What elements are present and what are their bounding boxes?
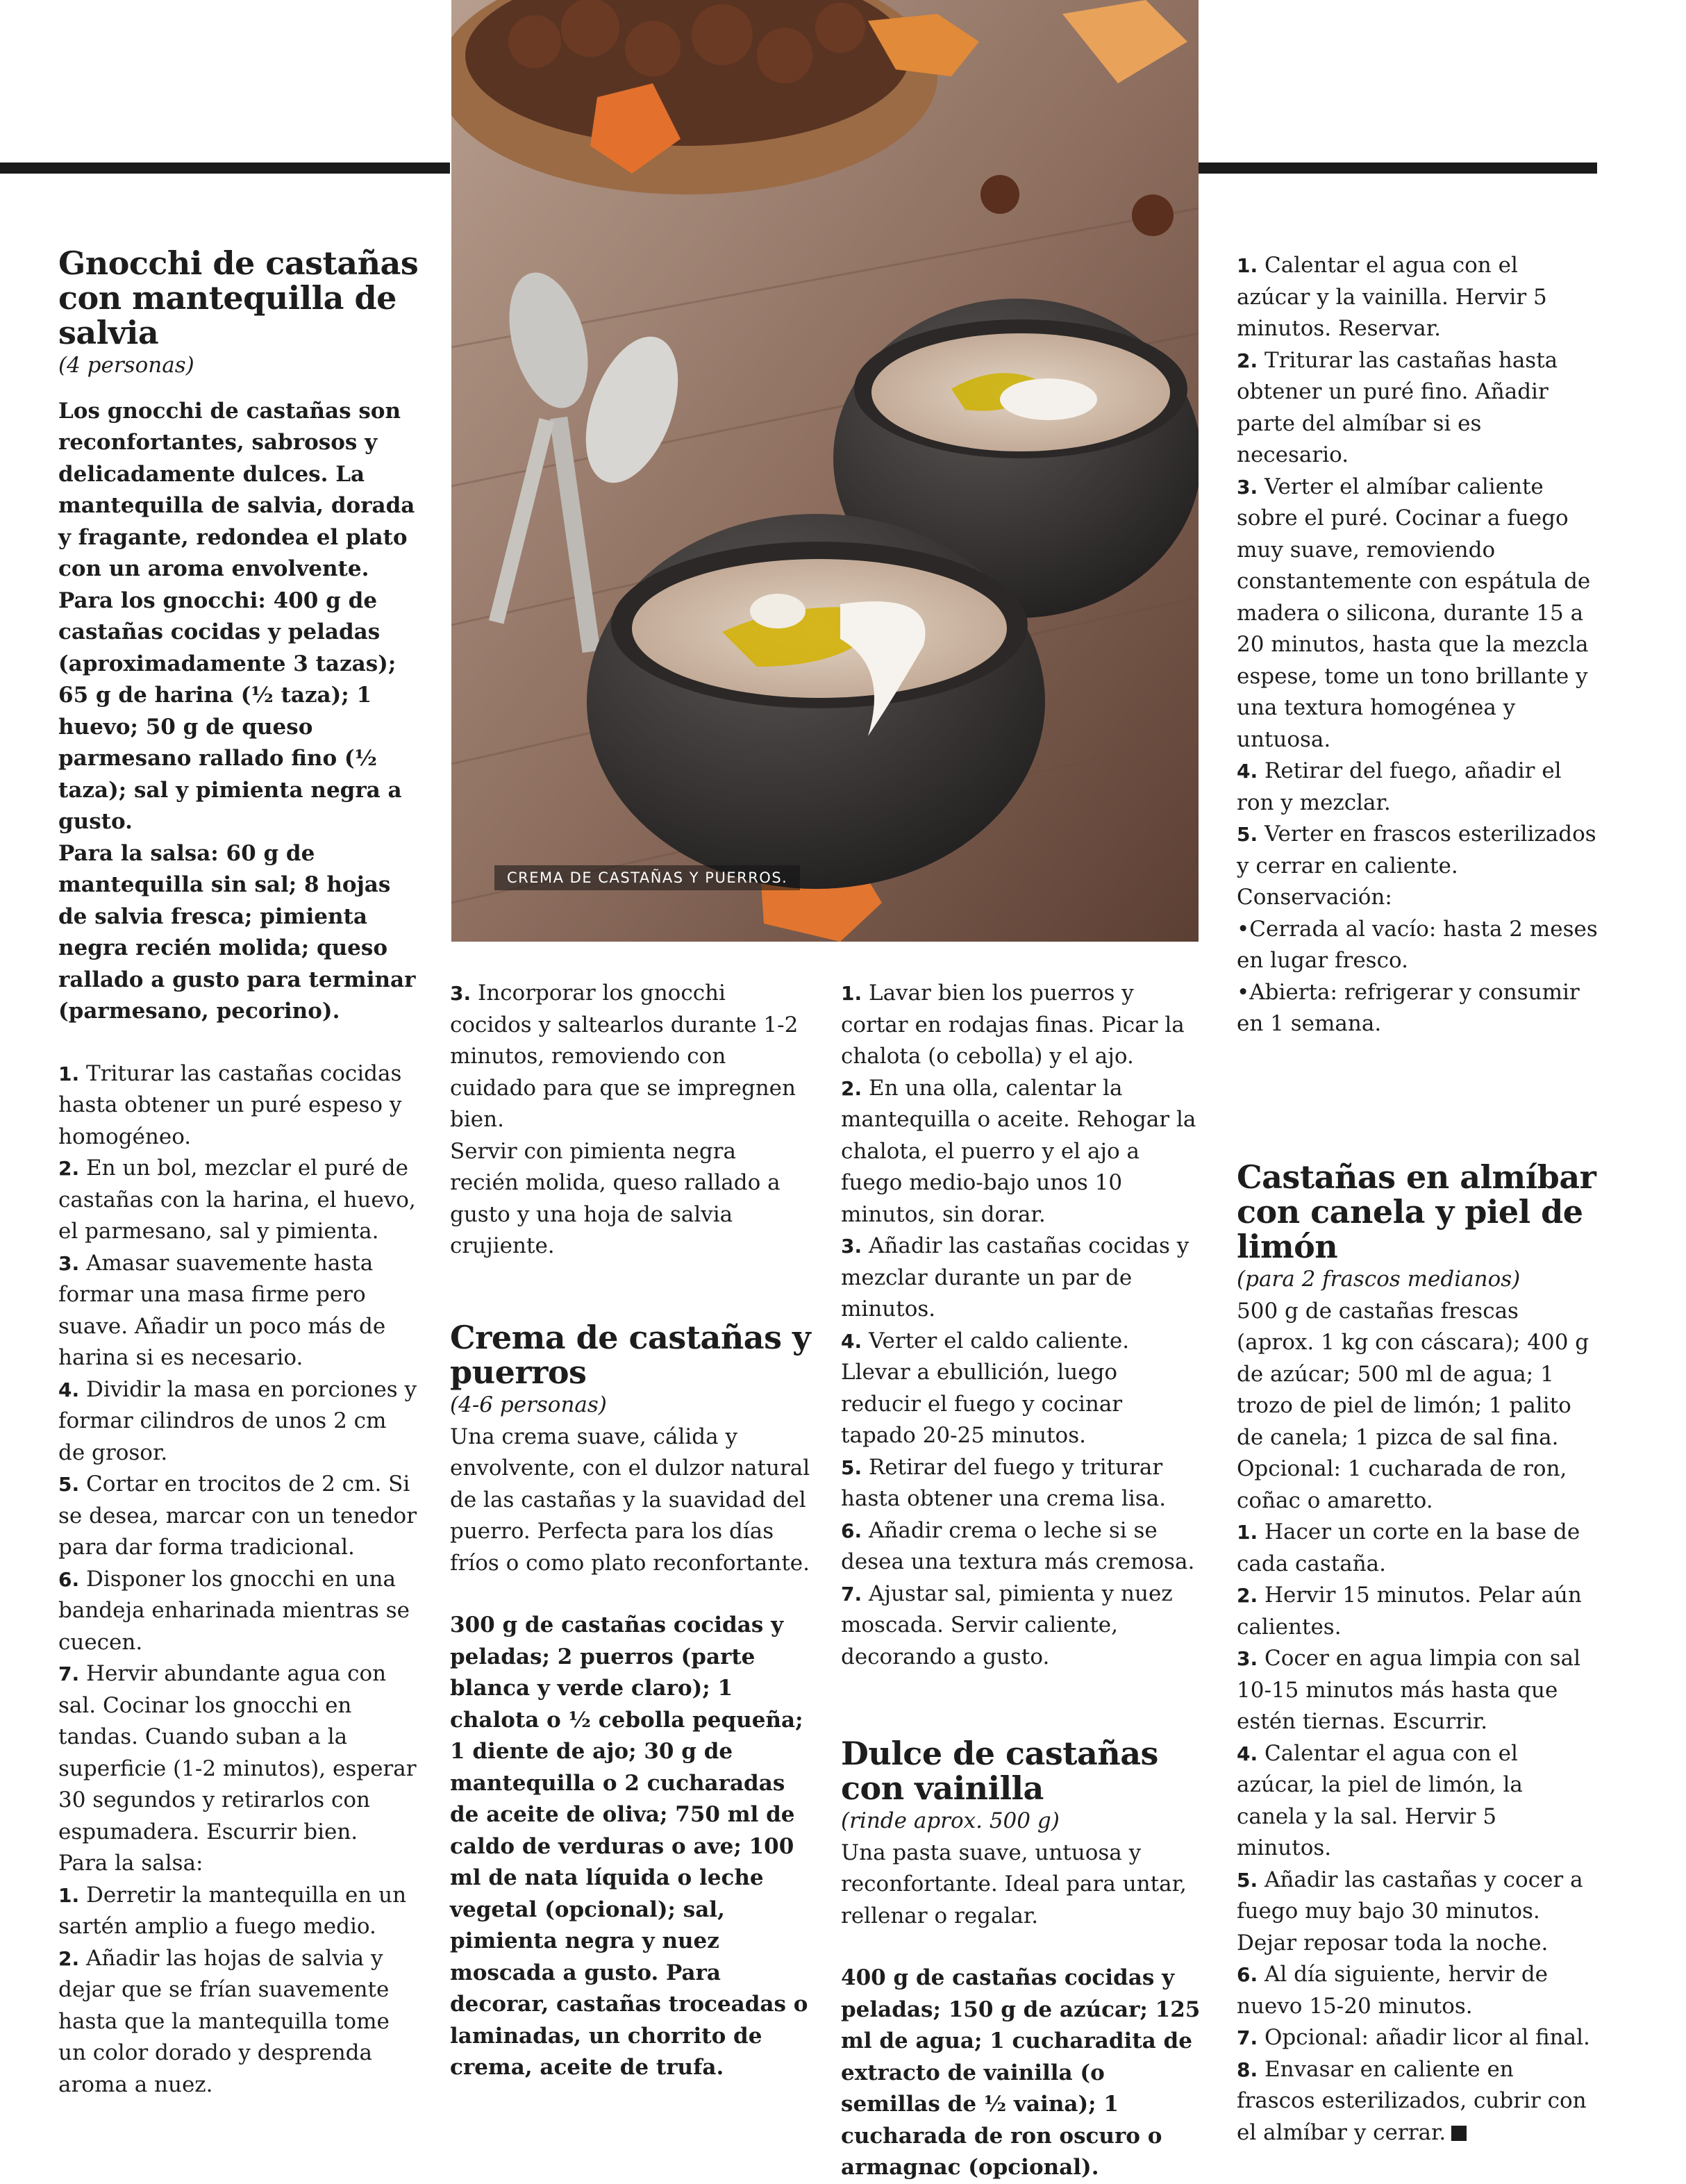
gnocchi-ingredients: Para los gnocchi: 400 g de castañas cocidas y peladas (aproximadamente 3 tazas); 65 g de harina (½ taza); 1 huevo; 50 g de queso parmesano rallado fino (½ taza); sal y pimienta negra a gusto. [58, 587, 402, 834]
crema-step: 2. En una olla, calentar la mantequilla o aceite. Rehogar la chalota, el puerro y el ajo a fuego medio-bajo unos 10 minutos, sin dorar. [841, 1075, 1196, 1227]
crema-step: 6. Añadir crema o leche si se desea una textura más cremosa. [841, 1517, 1195, 1574]
almibar-title: Castañas en almíbar con canela y piel de limón [1237, 1158, 1596, 1265]
crema-intro: Una crema suave, cálida y envolvente, con el dulzor natural de las castañas y la suavidad del puerro. Perfecta para los días fríos o como plato reconfortante. [450, 1424, 810, 1576]
crema-ingredients: 300 g de castañas cocidas y peladas; 2 puerros (parte blanca y verde claro); 1 chalota o ½ cebolla pequeña; 1 diente de ajo; 30 g de mantequilla o 2 cucharadas de aceite de oliva; 750 ml de caldo de verduras o ave; 100 ml de nata líquida o leche vegetal (opcional); sal, pimienta negra y nuez moscada a gusto. Para decorar, castañas troceadas o laminadas, un chorrito de crema, aceite de trufa. [450, 1612, 808, 2080]
gnocchi-intro: Los gnocchi de castañas son reconfortantes, sabrosos y delicadamente dulces. La mantequilla de salvia, dorada y fragante, redondea el plato con un aroma envolvente. [58, 398, 415, 581]
gnocchi-step: 6. Disponer los gnocchi en una bandeja enharinada mientras se cuecen. [58, 1566, 410, 1655]
almibar-serves: (para 2 frascos medianos) [1237, 1267, 1521, 1292]
gnocchi-column [58, 246, 419, 2101]
crema-step: 4. Verter el caldo caliente. Llevar a ebullición, luego reducir el fuego y cocinar tapado 20-25 minutos. [841, 1328, 1130, 1448]
gnocchi-step: 5. Cortar en trocitos de 2 cm. Si se desea, marcar con un tenedor para dar forma tradicional. [58, 1472, 417, 1560]
dulce-column [841, 1736, 1202, 2184]
dulce-steps [1237, 250, 1598, 1040]
dulce-serves: (rinde aprox. 500 g) [841, 1808, 1060, 1833]
almibar-step: 2. Hervir 15 minutos. Pelar aún calientes. [1237, 1583, 1582, 1640]
almibar-step: 7. Opcional: añadir licor al final. [1237, 2025, 1590, 2050]
gnocchi-continuation [450, 978, 811, 1262]
gnocchi-step: 1. Triturar las castañas cocidas hasta obtener un puré espeso y homogéneo. [58, 1060, 402, 1149]
dulce-step: 4. Retirar del fuego, añadir el ron y mezclar. [1237, 758, 1562, 815]
crema-steps [841, 978, 1202, 1673]
gnocchi-serve: Servir con pimienta negra recién molida, queso rallado a gusto y una hoja de salvia crujiente. [450, 1138, 781, 1258]
gnocchi-sauce-step: 2. Añadir las hojas de salvia y dejar que se frían suavemente hasta que la mantequilla tome un color dorado y desprenda aroma a nuez. [58, 1945, 390, 2097]
dulce-step: 3. Verter el almíbar caliente sobre el puré. Cocinar a fuego muy suave, removiendo constantemente con espátula de madera o silicona, durante 15 a 20 minutos, hasta que la mezcla espese, tome un tono brillante y una textura homogénea y untuosa. [1237, 474, 1591, 752]
soup-photo [451, 0, 1199, 942]
gnocchi-sauce-step: 3. Incorporar los gnocchi cocidos y saltearlos durante 1-2 minutos, removiendo con cuidado para que se impregnen bien. [450, 981, 799, 1132]
gnocchi-title: Gnocchi de castañas con mantequilla de salvia [58, 244, 419, 351]
end-mark [1451, 2126, 1467, 2141]
top-rule-right [1199, 162, 1597, 174]
dulce-step: 1. Calentar el agua con el azúcar y la vainilla. Hervir 5 minutos. Reservar. [1237, 253, 1547, 341]
gnocchi-step: 2. En un bol, mezclar el puré de castañas con la harina, el huevo, el parmesano, sal y pimienta. [58, 1156, 416, 1244]
almibar-step: 3. Cocer en agua limpia con sal 10-15 minutos más hasta que estén tiernas. Escurrir. [1237, 1646, 1581, 1734]
almibar-ingredients: 500 g de castañas frescas (aprox. 1 kg con cáscara); 400 g de azúcar; 500 ml de agua; 1 trozo de piel de limón; 1 palito de canela; 1 pizca de sal fina. Opcional: 1 cucharada de ron, coñac o amaretto. [1237, 1298, 1589, 1513]
gnocchi-serves: (4 personas) [58, 353, 194, 378]
almibar-step: 5. Añadir las castañas y cocer a fuego muy bajo 30 minutos. Dejar reposar toda la noche. [1237, 1867, 1583, 1956]
dulce-step: 5. Verter en frascos esterilizados y cerrar en caliente. [1237, 822, 1596, 878]
crema-step: 7. Ajustar sal, pimienta y nuez moscada. Servir caliente, decorando a gusto. [841, 1581, 1173, 1669]
almibar-step: 4. Calentar el agua con el azúcar, la piel de limón, la canela y la sal. Hervir 5 minutos. [1237, 1740, 1523, 1860]
almibar-step: 1. Hacer un corte en la base de cada castaña. [1237, 1519, 1580, 1576]
dulce-ingredients: 400 g de castañas cocidas y peladas; 150 g de azúcar; 125 ml de agua; 1 cucharadita de extracto de vainilla (o semillas de ½ vaina); 1 cucharada de ron oscuro o armagnac (opcional). [841, 1965, 1201, 2180]
gnocchi-sauce-ingredients: Para la salsa: 60 g de mantequilla sin sal; 8 hojas de salvia fresca; pimienta negra recién molida; queso rallado a gusto para terminar (parmesano, pecorino). [58, 840, 416, 1024]
dulce-title: Dulce de castañas con vainilla [841, 1735, 1158, 1807]
dulce-intro: Una pasta suave, untuosa y reconfortante. Ideal para untar, rellenar o regalar. [841, 1840, 1187, 1928]
almibar-step: 6. Al día siguiente, hervir de nuevo 15-20 minutos. [1237, 1962, 1549, 2019]
almibar-column [1237, 1160, 1598, 2149]
soup-bowls-illustration [451, 0, 1199, 942]
dulce-conservation-heading: Conservación: [1237, 885, 1392, 910]
gnocchi-sauce-heading: Para la salsa: [58, 1851, 203, 1876]
crema-step: 3. Añadir las castañas cocidas y mezclar durante un par de minutos. [841, 1233, 1190, 1322]
almibar-step: 8. Envasar en caliente en frascos esterilizados, cubrir con el almíbar y cerrar. [1237, 2056, 1587, 2145]
crema-step: 1. Lavar bien los puerros y cortar en rodajas finas. Picar la chalota (o cebolla) y el ajo. [841, 981, 1185, 1069]
gnocchi-step: 4. Dividir la masa en porciones y formar cilindros de unos 2 cm de grosor. [58, 1376, 417, 1465]
crema-title: Crema de castañas y puerros [450, 1319, 811, 1391]
crema-step: 5. Retirar del fuego y triturar hasta obtener una crema lisa. [841, 1454, 1167, 1511]
crema-serves: (4-6 personas) [450, 1392, 607, 1417]
photo-caption: CREMA DE CASTAÑAS Y PUERROS. [494, 865, 800, 890]
dulce-conservation-item: •Cerrada al vacío: hasta 2 meses en lugar fresco. [1237, 916, 1598, 973]
gnocchi-sauce-step: 1. Derretir la mantequilla en un sartén amplio a fuego medio. [58, 1882, 407, 1939]
top-rule-left [0, 162, 450, 174]
dulce-conservation-item: •Abierta: refrigerar y consumir en 1 semana. [1237, 979, 1580, 1036]
crema-column [450, 1320, 811, 2084]
gnocchi-step: 3. Amasar suavemente hasta formar una masa firme pero suave. Añadir un poco más de harina si es necesario. [58, 1250, 386, 1370]
dulce-step: 2. Triturar las castañas hasta obtener un puré fino. Añadir parte del almíbar si es necesario. [1237, 347, 1558, 467]
gnocchi-step: 7. Hervir abundante agua con sal. Cocinar los gnocchi en tandas. Cuando suban a la superficie (1-2 minutos), esperar 30 segundos y retirarlos con espumadera. Escurrir bien. [58, 1661, 417, 1844]
